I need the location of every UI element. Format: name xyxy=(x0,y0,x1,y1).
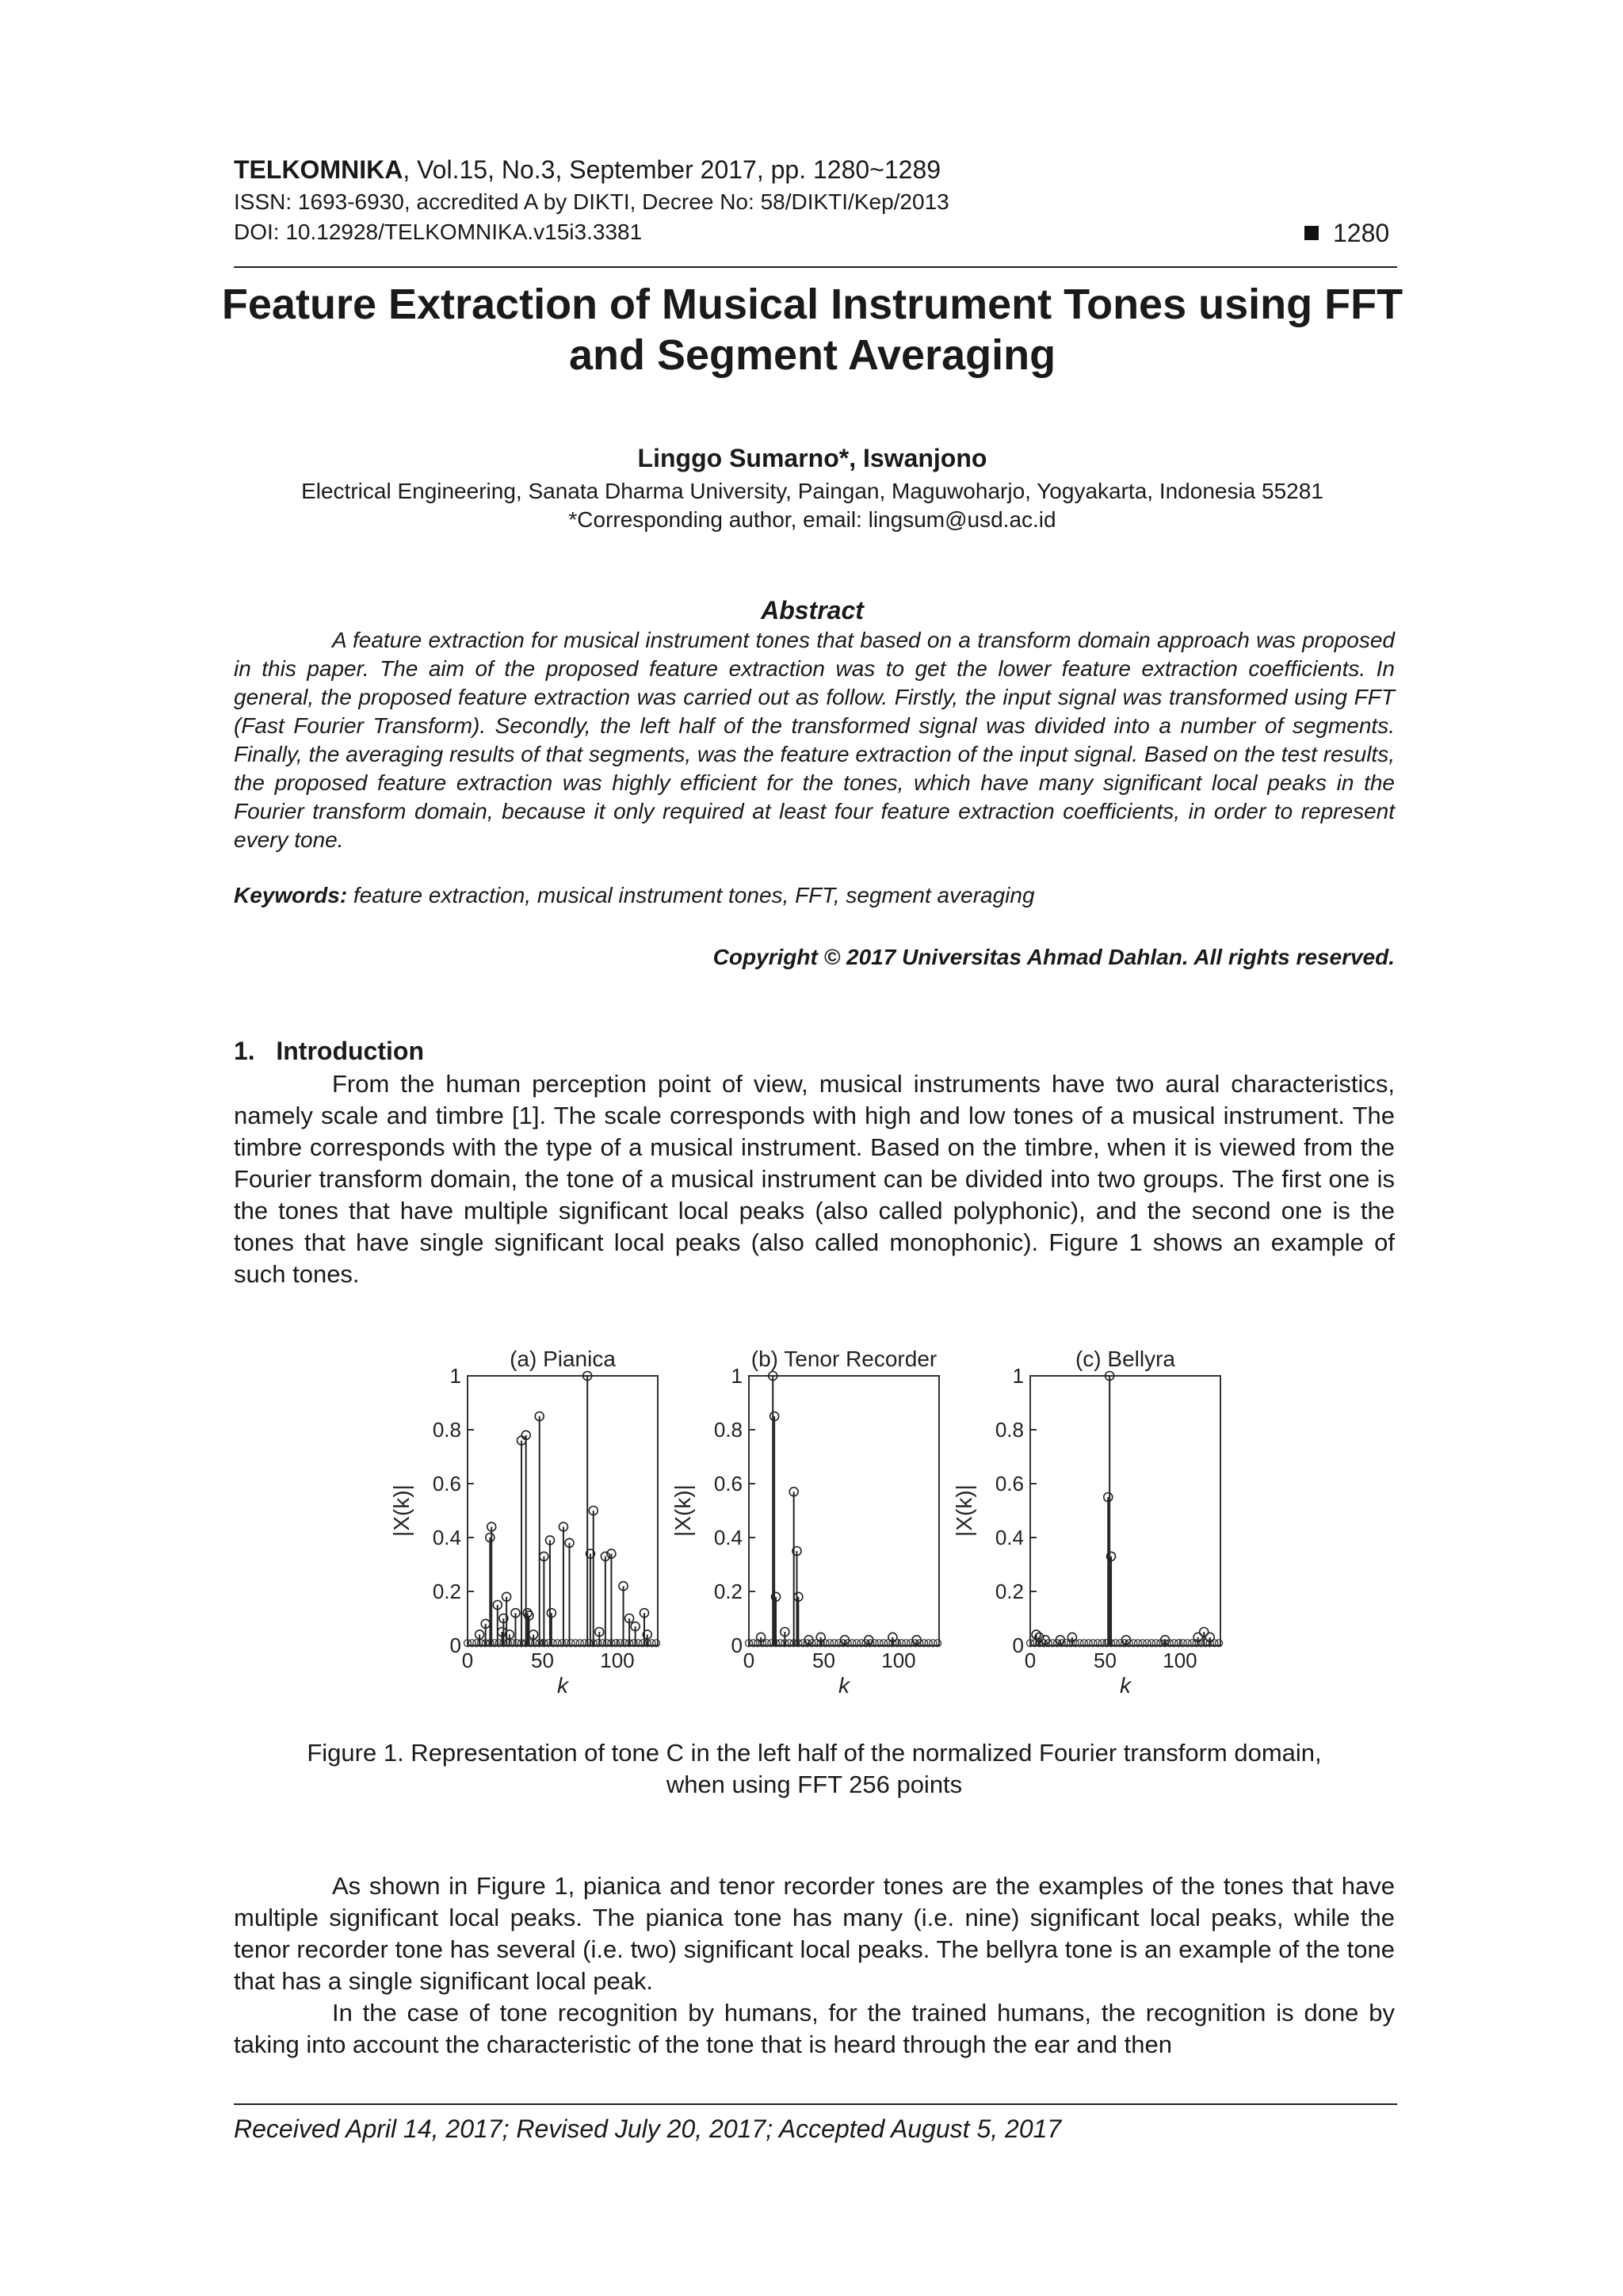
y-tick-label: 0.2 xyxy=(713,1580,743,1603)
y-axis-label: |X(k)| xyxy=(952,1484,976,1537)
authors: Linggo Sumarno*, Iswanjono xyxy=(637,444,987,472)
copyright: Copyright © 2017 Universitas Ahmad Dahlan. All rights reserved. xyxy=(712,945,1395,969)
paragraph-text: From the human perception point of view, musical instruments have two aural characteristics, namely scale and timbre [1]. The scale corresponds with high and low tones of a musical instrument. The timbre corresponds with the type of a musical instrument. Based on the timbre, when it is viewed from the Fourier transform domain, the tone of a musical instrument can be divided into two groups. The first one is the tones that have multiple significant local peaks (also called polyphonic), and the second one is the tones that have single significant local peaks (also called monophonic). Figure 1 shows an example of such tones. xyxy=(234,1070,1395,1288)
intro-paragraph-1 xyxy=(234,1068,1395,1290)
footer-rule xyxy=(234,2103,1397,2105)
header-rule xyxy=(234,266,1397,268)
plot-frame xyxy=(749,1376,939,1645)
y-tick-label: 0.4 xyxy=(432,1526,461,1549)
x-axis-label: k xyxy=(838,1673,850,1698)
plot-title: (c) Bellyra xyxy=(1075,1347,1176,1371)
plot-title: (b) Tenor Recorder xyxy=(750,1347,938,1371)
abstract-heading: Abstract xyxy=(761,596,864,625)
y-axis-label: |X(k)| xyxy=(389,1484,414,1537)
y-tick-label: 1 xyxy=(449,1364,461,1388)
caption-line-1: Figure 1. Representation of tone C in the left half of the normalized Fourier transform domain, xyxy=(307,1739,1322,1767)
y-axis-label: |X(k)| xyxy=(670,1484,695,1537)
x-tick-label: 50 xyxy=(531,1648,554,1672)
page-number: 1280 xyxy=(1333,219,1390,247)
y-tick-label: 0.4 xyxy=(713,1526,743,1549)
x-tick-label: 0 xyxy=(461,1648,474,1672)
x-tick-label: 100 xyxy=(600,1648,635,1672)
x-tick-label: 50 xyxy=(1094,1648,1117,1672)
x-tick-label: 0 xyxy=(1024,1648,1037,1672)
journal-name: TELKOMNIKA xyxy=(234,155,403,184)
caption-line-2: when using FFT 256 points xyxy=(666,1771,963,1798)
x-tick-label: 100 xyxy=(881,1648,916,1672)
y-tick-label: 0.6 xyxy=(995,1472,1024,1496)
running-header xyxy=(234,155,941,184)
x-tick-label: 0 xyxy=(743,1648,755,1672)
paragraph-text: As shown in Figure 1, pianica and tenor recorder tones are the examples of the tones that have multiple significant local peaks. The pianica tone has many (i.e. nine) significant local peaks, while the tenor recorder tone has several (i.e. two) significant local peaks. The bellyra tone is an example of the tone that has a single significant local peak. xyxy=(234,1872,1395,1995)
keywords xyxy=(234,883,1395,908)
x-axis-label: k xyxy=(557,1673,568,1698)
y-tick-label: 0.8 xyxy=(713,1418,743,1442)
corresponding-author: *Corresponding author, email: lingsum@usd.ac.id xyxy=(568,507,1056,532)
y-tick-label: 0.2 xyxy=(432,1580,461,1603)
y-tick-label: 0.6 xyxy=(713,1472,743,1496)
section-heading: 1. Introduction xyxy=(234,1037,424,1065)
figure-caption xyxy=(234,1737,1395,1801)
x-axis-label: k xyxy=(1120,1673,1131,1698)
received-dates: Received April 14, 2017; Revised July 20, 2017; Accepted August 5, 2017 xyxy=(234,2115,1062,2143)
y-tick-label: 1 xyxy=(1012,1364,1024,1388)
y-tick-label: 0.6 xyxy=(432,1472,461,1496)
plot-title: (a) Pianica xyxy=(510,1347,616,1371)
y-tick-label: 0 xyxy=(731,1633,743,1657)
y-tick-label: 0 xyxy=(449,1633,461,1657)
x-tick-label: 100 xyxy=(1163,1648,1197,1672)
issue-info: , Vol.15, No.3, September 2017, pp. 1280~1289 xyxy=(403,155,941,184)
keywords-text: feature extraction, musical instrument tones, FFT, segment averaging xyxy=(347,883,1035,907)
y-tick-label: 0.4 xyxy=(995,1526,1024,1549)
doi-line: DOI: 10.12928/TELKOMNIKA.v15i3.3381 xyxy=(234,220,643,244)
abstract-body xyxy=(234,626,1395,854)
square-bullet-icon xyxy=(1304,226,1319,240)
affiliation-line: Electrical Engineering, Sanata Dharma University, Paingan, Maguwoharjo, Yogyakarta, Indonesia 55281 xyxy=(301,479,1323,503)
keywords-label: Keywords: xyxy=(234,883,348,907)
intro-paragraph-2 xyxy=(234,1870,1395,2061)
paper-title: Feature Extraction of Musical Instrument Tones using FFT and Segment Averaging xyxy=(221,281,1403,379)
plot-frame xyxy=(1030,1376,1220,1645)
issn-line: ISSN: 1693-6930, accredited A by DIKTI, Decree No: 58/DIKTI/Kep/2013 xyxy=(234,189,949,214)
paragraph-text: In the case of tone recognition by humans, for the trained humans, the recognition is done by taking into account the characteristic of the tone that is heard through the ear and then xyxy=(234,1999,1395,2058)
y-tick-label: 1 xyxy=(731,1364,743,1388)
affiliation xyxy=(190,477,1434,534)
y-tick-label: 0.8 xyxy=(432,1418,461,1442)
y-tick-label: 0.8 xyxy=(995,1418,1024,1442)
abstract-text: A feature extraction for musical instrument tones that based on a transform domain approach was proposed in this paper. The aim of the proposed feature extraction was to get the lower feature extraction coefficients. In general, the proposed feature extraction was carried out as follow. Firstly, the input signal was transformed using FFT (Fast Fourier Transform). Secondly, the left half of the transformed signal was divided into a number of segments. Finally, the averaging results of that segments, was the feature extraction of the input signal. Based on the test results, the proposed feature extraction was highly efficient for the tones, which have many significant local peaks in the Fourier transform domain, because it only required at least four feature extraction coefficients, in order to represent every tone. xyxy=(234,628,1395,852)
y-tick-label: 0 xyxy=(1012,1633,1024,1657)
y-tick-label: 0.2 xyxy=(995,1580,1024,1603)
page-number-block xyxy=(1304,219,1389,248)
figure-1 xyxy=(372,1339,1268,1712)
x-tick-label: 50 xyxy=(812,1648,835,1672)
